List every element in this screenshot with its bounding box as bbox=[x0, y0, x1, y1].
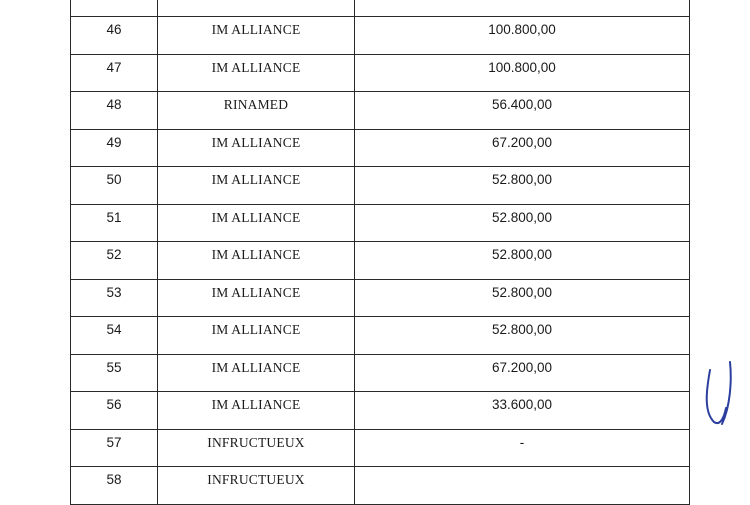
supplier-name: IM ALLIANCE bbox=[211, 397, 301, 412]
supplier-name-cell bbox=[158, 167, 355, 204]
amount-value-cell bbox=[355, 92, 689, 129]
amount-value-cell bbox=[355, 317, 689, 354]
supplier-name: INFRUCTUEUX bbox=[207, 472, 305, 487]
supplier-name-cell bbox=[158, 55, 355, 92]
table-row bbox=[70, 205, 690, 243]
amount-value: 52.800,00 bbox=[491, 209, 553, 225]
amount-value-cell bbox=[355, 280, 689, 317]
supplier-name-cell bbox=[158, 430, 355, 467]
amount-value: 56.400,00 bbox=[491, 97, 553, 112]
results-table bbox=[70, 0, 690, 505]
amount-value-cell bbox=[355, 55, 689, 92]
row-number-cell bbox=[71, 92, 158, 129]
row-number-cell bbox=[71, 130, 158, 167]
amount-value: 67.200,00 bbox=[491, 359, 553, 375]
table-row bbox=[70, 167, 690, 205]
supplier-name: IM ALLIANCE bbox=[211, 284, 301, 300]
supplier-name-cell bbox=[158, 242, 355, 279]
amount-value: 100.800,00 bbox=[488, 22, 556, 37]
supplier-name-cell bbox=[158, 392, 355, 429]
row-number-cell bbox=[71, 55, 158, 92]
row-number: 58 bbox=[106, 472, 122, 487]
amount-value-cell bbox=[355, 430, 689, 467]
supplier-name: IM ALLIANCE bbox=[211, 134, 301, 150]
supplier-name: IM ALLIANCE bbox=[211, 22, 301, 37]
row-number: 51 bbox=[106, 209, 122, 225]
supplier-name: IM ALLIANCE bbox=[211, 247, 301, 262]
table-row bbox=[70, 392, 690, 430]
row-number: 56 bbox=[106, 397, 122, 412]
row-number-cell bbox=[71, 467, 158, 504]
amount-value-cell bbox=[355, 17, 689, 54]
row-number: 49 bbox=[106, 134, 122, 150]
table-row bbox=[70, 430, 690, 468]
amount-value: 52.800,00 bbox=[491, 322, 553, 337]
amount-value: 33.600,00 bbox=[491, 397, 553, 412]
table-row bbox=[70, 130, 690, 168]
row-number: 50 bbox=[106, 172, 122, 187]
row-number: 52 bbox=[106, 247, 122, 262]
table-row bbox=[70, 280, 690, 318]
supplier-name-cell bbox=[158, 280, 355, 317]
table-row bbox=[70, 467, 690, 505]
row-number: 57 bbox=[106, 434, 122, 450]
supplier-name-cell bbox=[158, 130, 355, 167]
amount-value: 52.800,00 bbox=[491, 172, 553, 187]
row-number-cell bbox=[71, 392, 158, 429]
supplier-name-cell bbox=[158, 355, 355, 392]
row-number: 53 bbox=[106, 284, 122, 300]
row-number: 48 bbox=[106, 97, 122, 112]
row-number-cell bbox=[71, 280, 158, 317]
amount-value: 67.200,00 bbox=[491, 134, 553, 150]
table-row bbox=[70, 242, 690, 280]
table-row bbox=[70, 92, 690, 130]
row-number-cell bbox=[71, 205, 158, 242]
row-number-cell bbox=[71, 17, 158, 54]
supplier-name-cell bbox=[158, 17, 355, 54]
supplier-name: IM ALLIANCE bbox=[211, 209, 301, 225]
supplier-name-cell bbox=[158, 92, 355, 129]
amount-value: - bbox=[519, 434, 525, 450]
supplier-name: RINAMED bbox=[223, 97, 289, 112]
row-number-cell bbox=[71, 355, 158, 392]
row-number-cell bbox=[71, 0, 158, 16]
table-row bbox=[70, 317, 690, 355]
amount-value: 100.800,00 bbox=[488, 59, 556, 75]
supplier-name: IM ALLIANCE bbox=[211, 59, 301, 75]
table-row bbox=[70, 55, 690, 93]
amount-value-cell bbox=[355, 355, 689, 392]
row-number: 47 bbox=[106, 59, 122, 75]
amount-value: 52.800,00 bbox=[491, 247, 553, 262]
amount-value-cell bbox=[355, 392, 689, 429]
row-number-cell bbox=[71, 317, 158, 354]
row-number: 46 bbox=[106, 22, 122, 37]
supplier-name-cell bbox=[158, 467, 355, 504]
table-row bbox=[70, 355, 690, 393]
handwritten-signature-icon bbox=[700, 352, 740, 432]
row-number: 55 bbox=[106, 359, 122, 375]
row-number-cell bbox=[71, 242, 158, 279]
amount-value: 52.800,00 bbox=[491, 284, 553, 300]
amount-value-cell bbox=[355, 0, 689, 16]
supplier-name-cell bbox=[158, 317, 355, 354]
amount-value-cell bbox=[355, 130, 689, 167]
amount-value-cell bbox=[355, 167, 689, 204]
table-row bbox=[70, 17, 690, 55]
amount-value-cell bbox=[355, 467, 689, 504]
supplier-name: IM ALLIANCE bbox=[211, 359, 301, 375]
row-number-cell bbox=[71, 430, 158, 467]
amount-value-cell bbox=[355, 242, 689, 279]
amount-value-cell bbox=[355, 205, 689, 242]
table-row bbox=[70, 0, 690, 17]
supplier-name-cell bbox=[158, 205, 355, 242]
supplier-name: INFRUCTUEUX bbox=[207, 434, 305, 450]
supplier-name-cell bbox=[158, 0, 355, 16]
supplier-name: IM ALLIANCE bbox=[211, 172, 301, 187]
supplier-name: IM ALLIANCE bbox=[211, 322, 301, 337]
row-number: 54 bbox=[106, 322, 122, 337]
row-number-cell bbox=[71, 167, 158, 204]
